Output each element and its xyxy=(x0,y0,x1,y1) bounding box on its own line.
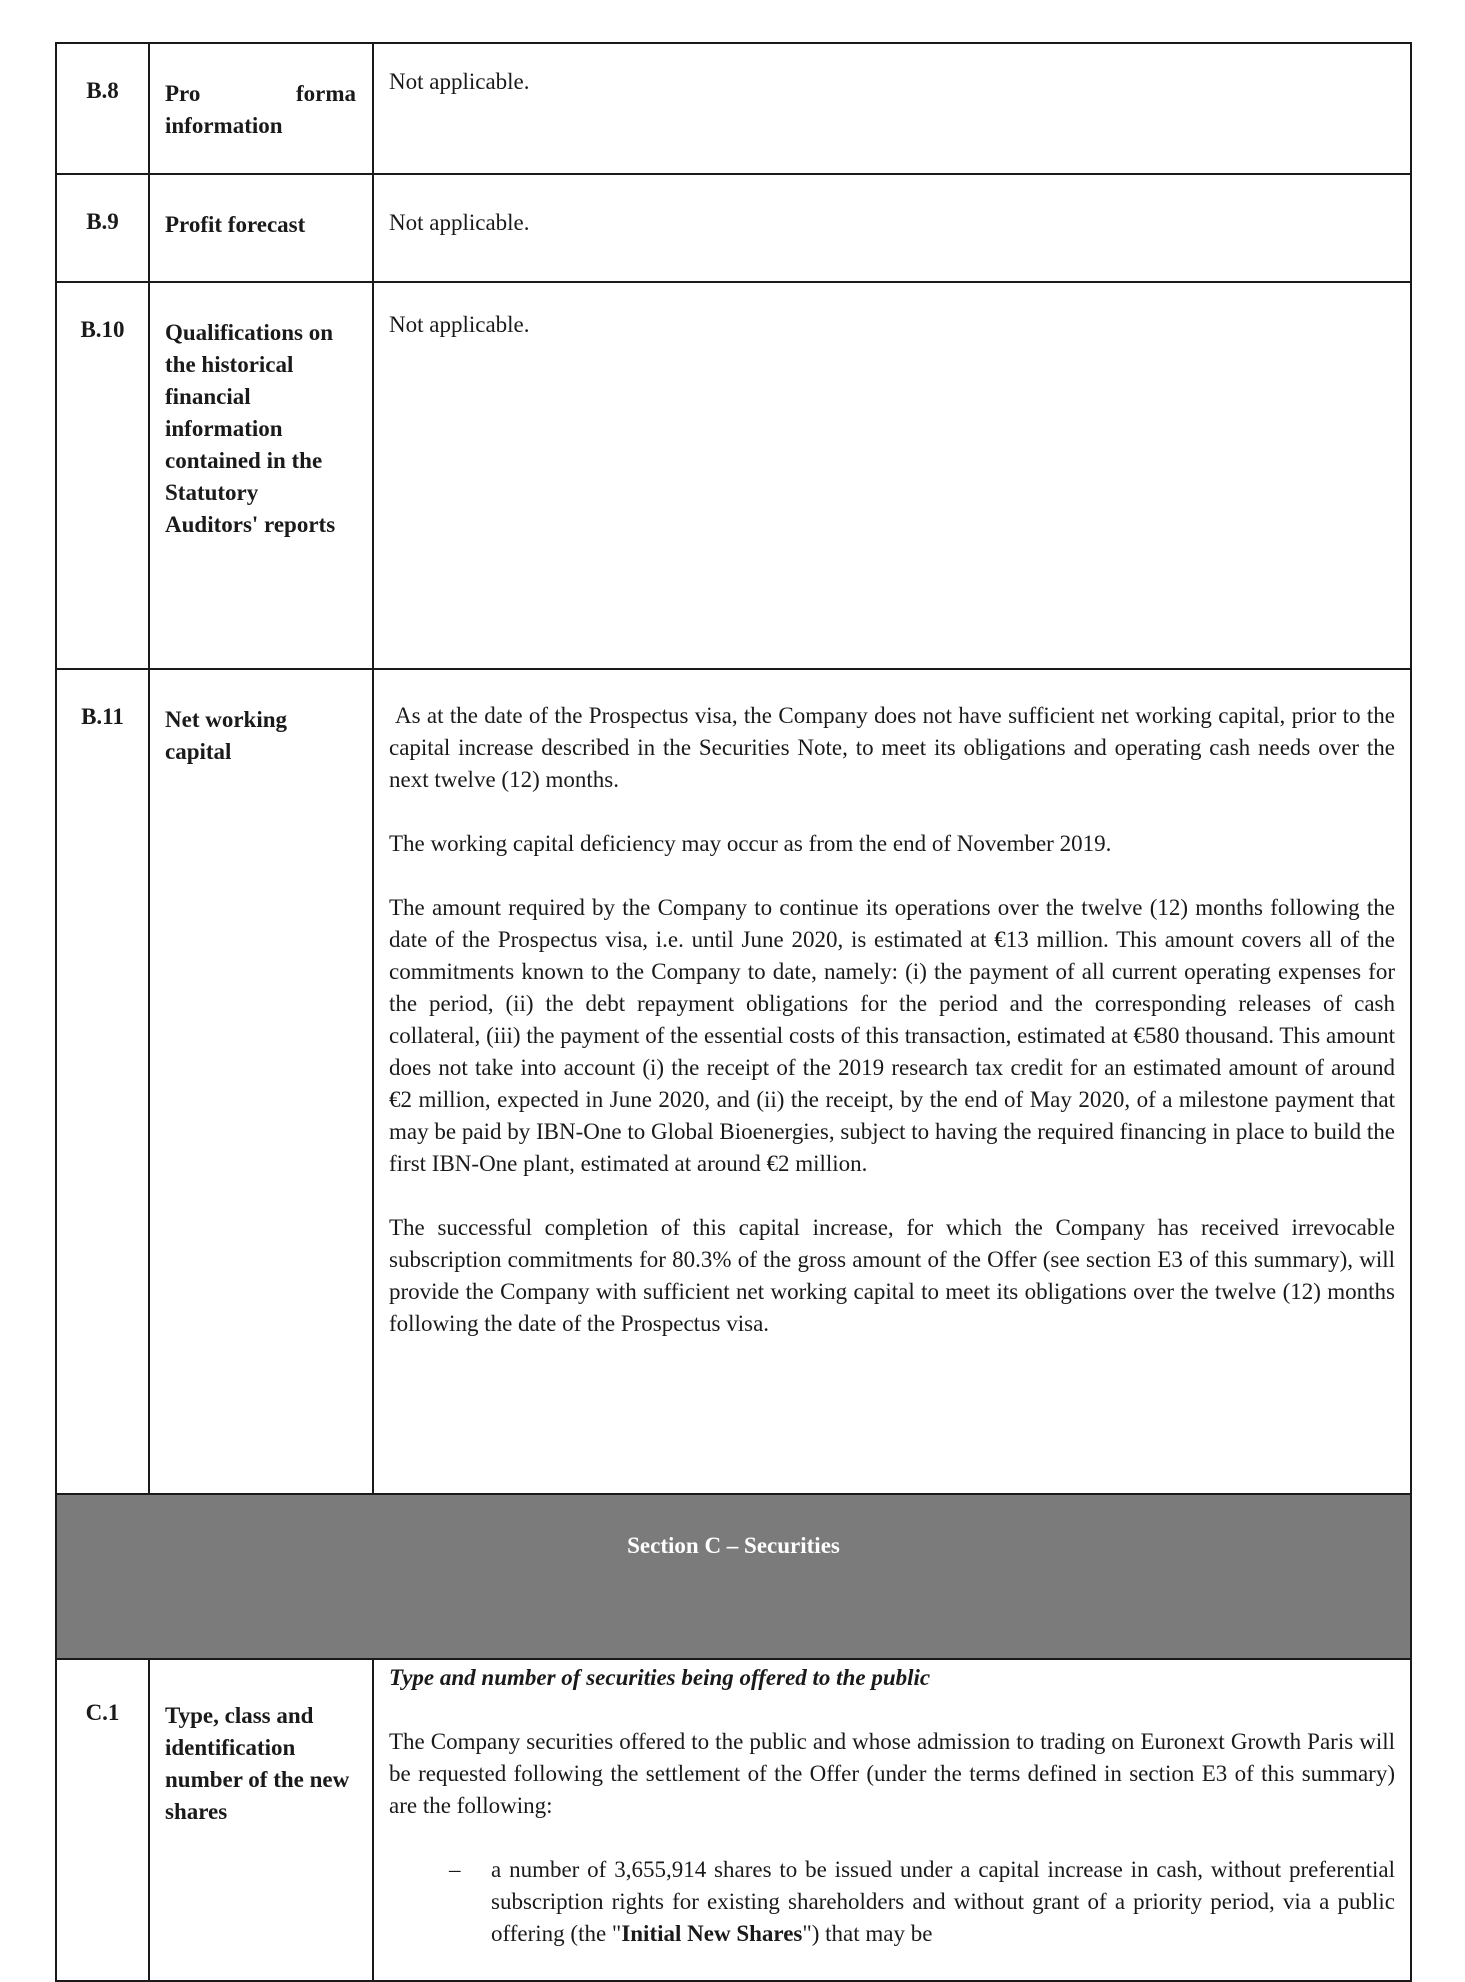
content-paragraph: Not applicable. xyxy=(389,210,530,235)
content-paragraph: The successful completion of this capital increase, for which the Company has received irrevocable subscription commitments for 80.3% of the gross amount of the Offer (see section E3 of this summary), will provide the Company with sufficient net working capital to meet its obligations over the twelve (12) months following the date of the Prospectus visa. xyxy=(389,1215,1395,1336)
row-label: Type, class and identification number of the new shares xyxy=(149,1659,373,1981)
row-label xyxy=(149,43,373,174)
row-label-text: Pro forma information xyxy=(165,81,356,138)
bullet-bold-term: Initial New Shares xyxy=(621,1921,803,1946)
content-paragraph: The working capital deficiency may occur as from the end of November 2019. xyxy=(389,831,1112,856)
prospectus-summary-table xyxy=(55,42,1412,1982)
bullet-list xyxy=(389,1854,1395,1950)
section-title: Section C – Securities xyxy=(56,1494,1411,1659)
content-subtitle: Type and number of securities being offered to the public xyxy=(389,1665,931,1690)
row-code: B.8 xyxy=(56,43,149,174)
row-code: C.1 xyxy=(56,1659,149,1981)
table-row-c1 xyxy=(56,1659,1411,1981)
table-row-b9 xyxy=(56,174,1411,282)
row-content xyxy=(373,1659,1411,1981)
bullet-text-end: ") that may be xyxy=(802,1921,933,1946)
row-code: B.10 xyxy=(56,282,149,669)
table-row-b11 xyxy=(56,669,1411,1494)
section-header-row xyxy=(56,1494,1411,1659)
table-row-b10 xyxy=(56,282,1411,669)
table-row-b8 xyxy=(56,43,1411,174)
row-label: Profit forecast xyxy=(149,174,373,282)
row-code: B.11 xyxy=(56,669,149,1494)
row-content xyxy=(373,43,1411,174)
bullet-text: a number of 3,655,914 shares to be issued under a capital increase in cash, without preferential subscription rights for existing shareholders and without grant of a priority period, via a public offering (the " xyxy=(491,1857,1395,1946)
content-paragraph: Not applicable. xyxy=(389,312,530,337)
content-paragraph: Not applicable. xyxy=(389,69,530,94)
row-code: B.9 xyxy=(56,174,149,282)
row-content xyxy=(373,174,1411,282)
content-paragraph: As at the date of the Prospectus visa, the Company does not have sufficient net working capital, prior to the capital increase described in the Securities Note, to meet its obligations and operating cash needs over the next twelve (12) months. xyxy=(389,703,1395,792)
row-label: Qualifications on the historical financial information contained in the Statutory Auditors' reports xyxy=(149,282,373,669)
content-paragraph: The amount required by the Company to continue its operations over the twelve (12) months following the date of the Prospectus visa, i.e. until June 2020, is estimated at €13 million. This amount covers all of the commitments known to the Company to date, namely: (i) the payment of all current operating expenses for the period, (ii) the debt repayment obligations for the period and the corresponding releases of cash collateral, (iii) the payment of the essential costs of this transaction, estimated at €580 thousand. This amount does not take into account (i) the receipt of the 2019 research tax credit for an estimated amount of around €2 million, expected in June 2020, and (ii) the receipt, by the end of May 2020, of a milestone payment that may be paid by IBN-One to Global Bioenergies, subject to having the required financing in place to build the first IBN-One plant, estimated at around €2 million. xyxy=(389,895,1395,1176)
row-content xyxy=(373,669,1411,1494)
row-content xyxy=(373,282,1411,669)
list-item xyxy=(449,1854,1395,1950)
dash-bullet: – xyxy=(449,1857,461,1882)
content-paragraph: The Company securities offered to the public and whose admission to trading on Euronext Growth Paris will be requested following the settlement of the Offer (under the terms defined in section E3 of this summary) are the following: xyxy=(389,1729,1395,1818)
row-label: Net working capital xyxy=(149,669,373,1494)
